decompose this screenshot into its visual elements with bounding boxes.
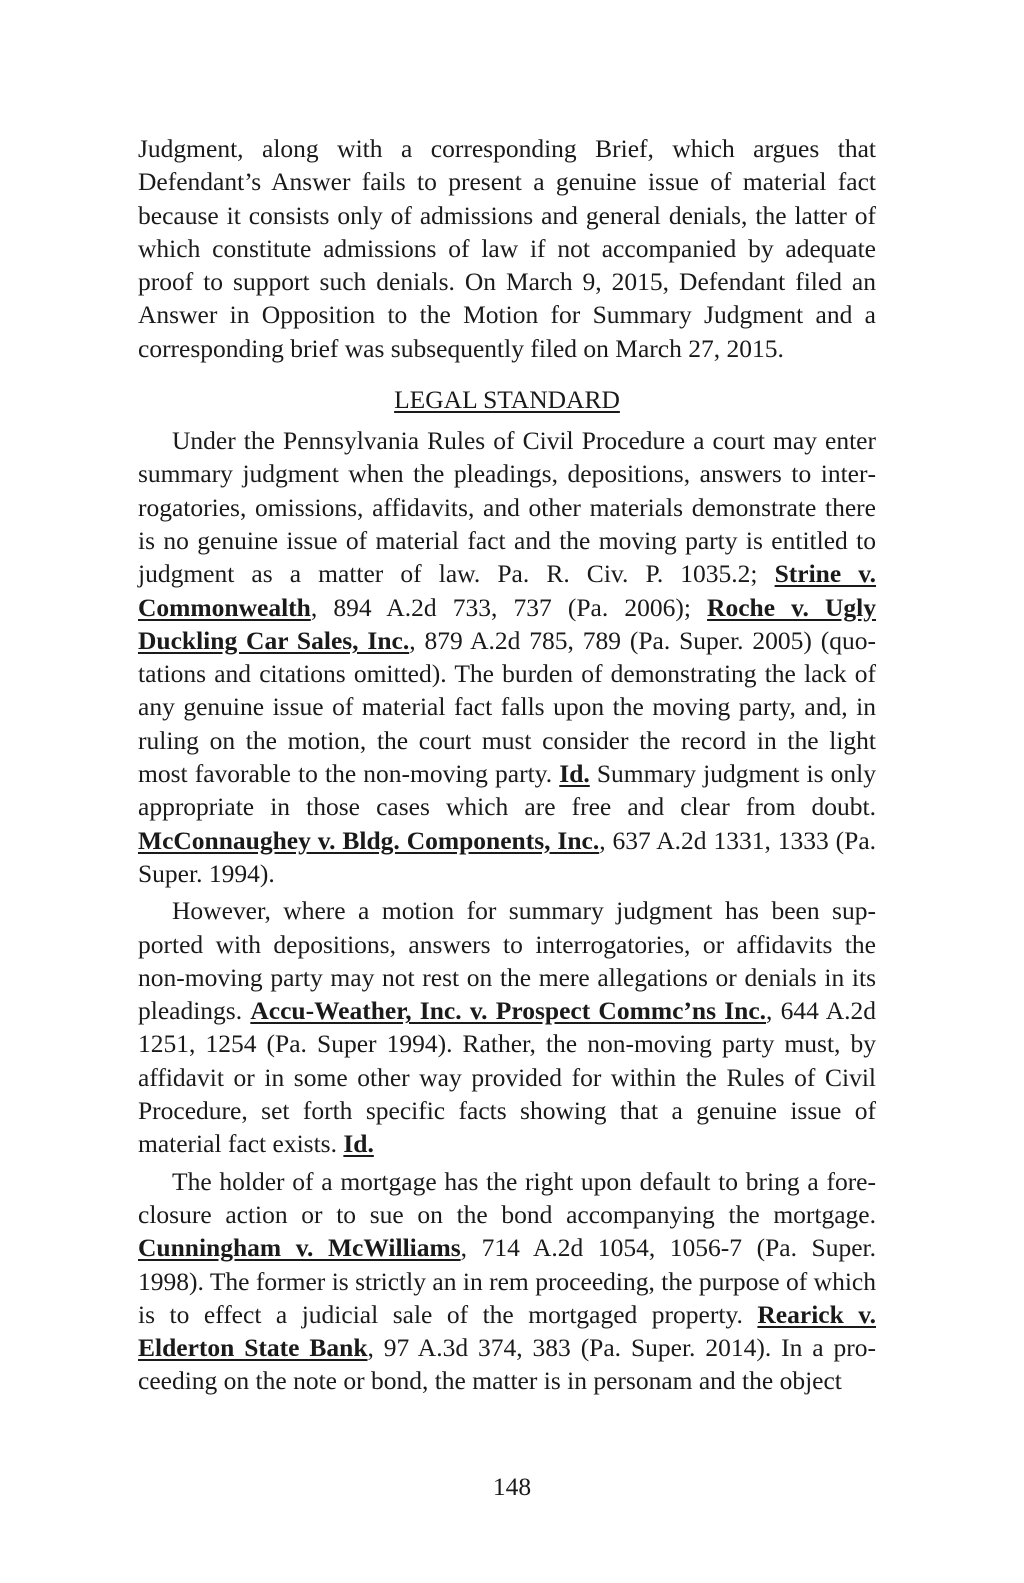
case-citation-id: Id. [343, 1129, 374, 1159]
case-citation-id: Id. [559, 759, 590, 789]
paragraph-text: , 714 A.2d 1054, 1056-7 (Pa. Super. 1998). The former is strictly an in rem proceeding, the purpose of which is to effect a judicial sale of the mortgaged property. [138, 1233, 876, 1329]
paragraph-text: Summary judgment is only appropriate in those cases which are free and clear from doubt. [138, 759, 876, 822]
paragraph-summary-judgment-standard [138, 424, 876, 890]
paragraph-text: Under the Pennsylvania Rules of Civil Procedure a court may enter summary judgment when the pleadings, depositions, answers to interrogatories, omissions, affidavits, and other materials demonstrate there is no genuine issue of material fact and the moving party is entitled to judgment as a matter of law. Pa. R. Civ. P. 1035.2; [138, 426, 876, 589]
section-heading-legal-standard: LEGAL STANDARD [394, 385, 620, 415]
page-body [138, 132, 876, 1398]
case-citation-accu-weather: Accu-Weather, Inc. v. Prospect Commc’ns Inc. [250, 996, 767, 1026]
case-citation-cunningham: Cunningham v. McWilliams [138, 1233, 461, 1263]
paragraph-text: , 894 A.2d 733, 737 (Pa. 2006); [310, 592, 708, 622]
case-citation-strine: Strine v. Commonwealth [138, 559, 876, 622]
case-citation-mcconnaughey: McConnaughey v. Bldg. Components, Inc. [138, 825, 600, 855]
paragraph-text: , 644 A.2d 1251, 1254 (Pa. Super 1994). Rather, the non-moving party must, by affidavit or in some other way provided for within the Rules of Civil Procedure, set forth specific facts showing that a genuine issue of material fact exists. [138, 996, 877, 1159]
case-citation-roche: Roche v. Ugly Duckling Car Sales, Inc. [138, 592, 877, 655]
paragraph-text: The holder of a mortgage has the right upon default to bring a foreclosure action or to sue on the bond accompanying the mortgage. [138, 1166, 876, 1229]
paragraph-text: However, where a motion for summary judgment has been supported with depositions, answers to interrogatories, or affidavits the non-moving party may not rest on the mere allegations or denials in its pleadings. [138, 896, 876, 1026]
paragraph-procedural-history [138, 132, 876, 365]
paragraph-text: , 97 A.3d 374, 383 (Pa. Super. 2014). In a proceeding on the note or bond, the matter is in personam and the object [138, 1333, 876, 1396]
paragraph-mortgage-foreclosure [138, 1165, 876, 1398]
case-citation-rearick: Rearick v. Elderton State Bank [138, 1299, 876, 1363]
paragraph-text: Judgment, along with a corresponding Brief, which argues that Defendant’s Answer fails to present a genuine issue of material fact because it consists only of admissions and general denials, the latter of which constitute admissions of law if not accompanied by adequate proof to support such denials. On March 9, 2015, Defendant filed an Answer in Opposition to the Motion for Summary Judgment and a corresponding brief was subsequently filed on March 27, 2015. [138, 134, 876, 363]
paragraph-non-moving-party [138, 894, 876, 1160]
paragraph-text: , 879 A.2d 785, 789 (Pa. Super. 2005) (quotations and citations omitted). The burden of demonstrating the lack of any genuine issue of material fact falls upon the moving party, and, in ruling on the motion, the court must consider the record in the light most favorable to the non-moving party. [138, 625, 876, 789]
page-number: 148 [492, 1472, 532, 1501]
paragraph-text: , 637 A.2d 1331, 1333 (Pa. Super. 1994). [138, 825, 877, 888]
